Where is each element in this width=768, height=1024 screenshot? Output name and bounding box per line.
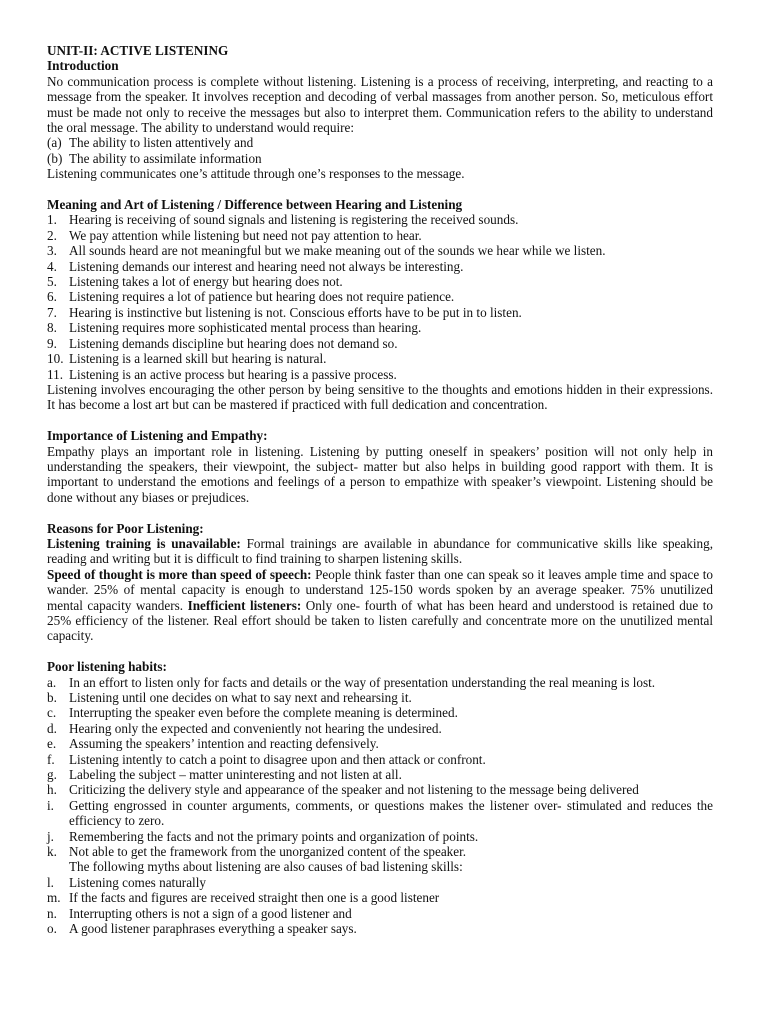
item-text: Listening requires a lot of patience but hearing does not require patience. [69,289,455,305]
item-marker: d. [47,720,57,736]
document-title: UNIT-II: ACTIVE LISTENING [47,43,229,58]
reason-speed-text: People think faster than one can speak so it leaves ample time and space to wander. 25% of mental capacity is enough to understand 125-150 words spoken by an average speaker. 75% unutilized mental capacity wanders. [47,566,713,613]
list-item [47,705,713,720]
list-item [47,320,713,335]
item-text: We pay attention while listening but need not pay attention to hear. [69,227,422,243]
item-text: Remembering the facts and not the primary points and organization of points. [69,828,479,844]
item-text: Listening takes a lot of energy but hearing does not. [69,274,343,290]
item-text: Listening intently to catch a point to disagree upon and then attack or confront. [69,751,486,767]
list-item [47,228,713,243]
intro-item [47,135,713,150]
item-marker: f. [47,751,55,767]
item-text: Listening requires more sophisticated mental process than hearing. [69,320,422,336]
list-item [47,259,713,274]
item-text: Criticizing the delivery style and appearance of the speaker and not listening to the message being delivered [69,782,639,798]
item-text: Hearing is instinctive but listening is not. Conscious efforts have to be put in to listen. [69,304,522,320]
poor-reasons-heading: Reasons for Poor Listening: [47,520,204,536]
item-marker: 5. [47,274,57,290]
empathy-heading: Importance of Listening and Empathy: [47,428,268,444]
list-item [47,736,713,751]
list-item [47,351,713,366]
item-text: Interrupting others is not a sign of a good listener and [69,905,352,921]
reason-training-label: Listening training is unavailable: [47,535,241,551]
list-item [47,721,713,736]
reason-speed-paragraph [47,567,713,644]
list-item [47,844,713,859]
item-text: Hearing is receiving of sound signals and listening is registering the received sounds. [69,212,519,228]
item-text: Listening demands discipline but hearing does not demand so. [69,335,398,351]
list-item [47,243,713,258]
item-text: Hearing only the expected and conveniently not hearing the undesired. [69,720,442,736]
intro-closing: Listening communicates one’s attitude through one’s responses to the message. [47,166,465,182]
item-text: All sounds heard are not meaningful but we make meaning out of the sounds we hear while we listen. [69,243,606,259]
list-item [47,289,713,304]
list-item [47,690,713,705]
list-item [47,875,713,890]
item-text: In an effort to listen only for facts and details or the way of presentation understanding the real meaning is lost. [69,674,656,690]
list-item [47,906,713,921]
item-marker: 10. [47,351,64,367]
item-marker: o. [47,921,57,937]
reason-inefficient-text: Only one- fourth of what has been heard and understood is retained due to 25% efficiency of the listener. Real effort should be taken to listen carefully and concentrate more on the unutilized mental capacity. [47,597,714,644]
item-text: Not able to get the framework from the unorganized content of the speaker. [69,844,467,860]
intro-heading: Introduction [47,58,119,74]
item-text: Listening demands our interest and hearing need not always be interesting. [69,258,464,274]
list-item [47,767,713,782]
item-marker: k. [47,844,57,860]
list-item [47,305,713,320]
intro-item [47,151,713,166]
item-marker: 7. [47,304,57,320]
item-text: Interrupting the speaker even before the complete meaning is determined. [69,705,458,721]
reason-training-text: Formal trainings are available in abundance for communicative skills like speaking, reading and writing but it is difficult to find training to sharpen listening skills. [47,535,713,567]
item-text: The ability to assimilate information [69,150,262,166]
meaning-heading: Meaning and Art of Listening / Difference between Hearing and Listening [47,197,463,213]
list-item [47,921,713,936]
meaning-closing: Listening involves encouraging the other person by being sensitive to the thoughts and emotions hidden in their expressions. It has become a lost art but can be mastered if practiced with full dedication and concentration. [47,381,713,413]
item-text: Listening until one decides on what to say next and rehearsing it. [69,690,412,705]
list-item [47,212,713,227]
item-text: Listening comes naturally [69,874,206,890]
list-item [47,829,713,844]
item-marker: j. [47,828,54,844]
reason-inefficient-label: Inefficient listeners: [187,597,302,613]
item-marker: h. [47,782,57,798]
item-marker: (b) [47,150,63,166]
list-item [47,274,713,289]
item-marker: 6. [47,289,57,305]
meaning-list [47,212,713,381]
item-marker: n. [47,905,57,921]
intro-paragraph: No communication process is complete without listening. Listening is a process of receiving, interpreting, and reacting to a message from the speaker. It involves reception and decoding of verbal massages from another person. So, meticulous effort must be made not only to receive the messages but also to interpret them. Communication refers to the ability to understand the oral message. The ability to understand would require: [47,73,713,136]
myths-intro: The following myths about listening are also causes of bad listening skills: [69,859,463,875]
item-marker: 1. [47,212,57,228]
item-marker: e. [47,736,57,752]
item-text: A good listener paraphrases everything a speaker says. [69,921,357,937]
item-text: If the facts and figures are received straight then one is a good listener [69,890,440,906]
list-item [47,890,713,905]
item-marker: a. [47,674,57,690]
item-marker: m. [47,890,61,906]
item-text: The ability to listen attentively and [69,135,254,151]
item-text: Labeling the subject – matter uninteresting and not listen at all. [69,767,402,783]
empathy-paragraph: Empathy plays an important role in listening. Listening by putting oneself in speakers’ position will not only help in understanding the speakers, their viewpoint, the subject- matter but also helps in building good rapport with them. It is important to understand the emotions and feelings of a person to empathize with speaker’s viewpoint. Listening should be done without any biases or prejudices. [47,443,713,505]
item-marker: 11. [47,366,63,382]
item-text: Getting engrossed in counter arguments, comments, or questions makes the listener over- stimulated and reduces the efficiency to zero. [69,797,713,829]
item-text: Listening is a learned skill but hearing is natural. [69,351,327,367]
item-marker: (a) [47,135,62,151]
item-marker: 8. [47,320,57,336]
myths-list [47,875,713,937]
item-marker: i. [47,797,54,813]
item-marker: g. [47,767,57,783]
document-content [47,43,713,937]
item-marker: 3. [47,243,57,259]
item-text: Listening is an active process but hearing is a passive process. [69,366,397,382]
item-marker: c. [47,705,57,721]
item-marker: 9. [47,335,57,351]
item-text: Assuming the speakers’ intention and reacting defensively. [69,736,379,752]
list-item [47,367,713,382]
item-marker: b. [47,690,57,705]
item-marker: 2. [47,227,57,243]
reason-training-paragraph [47,536,713,567]
list-item [47,752,713,767]
list-item [47,336,713,351]
list-item [47,675,713,690]
list-item [47,782,713,797]
item-marker: 4. [47,258,57,274]
reason-speed-label: Speed of thought is more than speed of speech: [47,566,312,582]
list-item [47,798,713,829]
habits-list [47,675,713,860]
item-marker: l. [47,874,54,890]
habits-heading: Poor listening habits: [47,659,167,675]
